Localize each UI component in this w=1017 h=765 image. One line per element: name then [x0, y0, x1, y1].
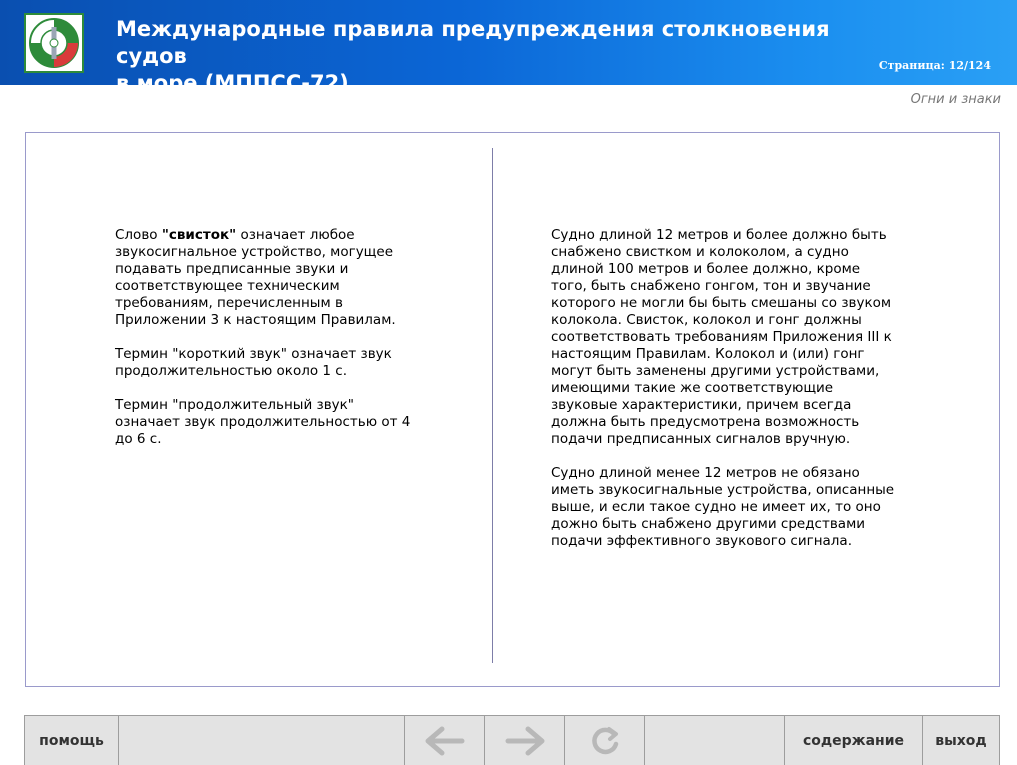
footer-toolbar: [24, 715, 1000, 765]
right-paragraph-1: Судно длиной 12 метров и более должно быть снабжено свистком и колоколом, а судно длиной 100 метров и более должно, кроме того, быть снабжено гонгом, тон и звучание которого не могли бы быть смешаны со звуком колокола. Свисток, колокол и гонг должны соответствовать требованиям Приложения III к настоящим Правилам. Колокол и (или) гонг могут быть заменены другими устройствами, имеющими такие же соответствующие звуковые характеристики, причем всегда должна быть предусмотрена возможность подачи предписанных сигналов вручную.: [551, 227, 892, 447]
help-button[interactable]: помощь: [25, 716, 119, 765]
next-button[interactable]: [485, 716, 565, 765]
right-column: [551, 227, 896, 567]
left-column: [115, 227, 415, 465]
column-divider: [492, 148, 493, 663]
exit-button[interactable]: выход: [935, 733, 987, 749]
refresh-icon: [587, 723, 623, 759]
page-indicator: Страница: 12/124: [878, 59, 991, 72]
prev-button[interactable]: [405, 716, 485, 765]
left-paragraph-3: Термин "продолжительный звук" означает звук продолжительностью от 4 до 6 с.: [115, 397, 411, 447]
section-name: Огни и знаки: [910, 92, 1001, 107]
arrow-right-icon: [504, 725, 546, 757]
text-fragment: означает любое звукосигнальное устройство, могущее подавать предписанные звуки и соответствующее техническим требованиям, перечисленным в Приложении 3 к настоящим Правилам.: [115, 227, 396, 328]
page-label: Страница:: [878, 59, 945, 72]
refresh-button[interactable]: [565, 716, 645, 765]
toolbar-spacer: [119, 716, 405, 765]
header-bar: [0, 0, 1017, 95]
left-paragraph-1: [115, 227, 415, 329]
arrow-left-icon: [424, 725, 466, 757]
title-line-1: Международные правила предупреждения столкновения судов: [116, 17, 830, 68]
term-whistle: "свисток": [161, 227, 237, 243]
right-paragraph-2: Судно длиной менее 12 метров не обязано иметь звукосигнальные устройства, описанные выше, и если такое судно не имеет их, то оно дожно быть снабжено другими средствами подачи эффективного звукового сигнала.: [551, 465, 895, 549]
content-frame: [25, 132, 1000, 687]
left-paragraph-2: Термин "короткий звук" означает звук продолжительностью около 1 с.: [115, 346, 392, 379]
page-title: [116, 16, 876, 97]
toolbar-spacer: [645, 716, 785, 765]
page-current: 12: [948, 59, 964, 72]
contents-button[interactable]: содержание: [785, 716, 923, 765]
emblem-logo-icon: [24, 13, 84, 73]
page-total: 124: [968, 59, 991, 72]
text-fragment: Слово: [115, 227, 162, 243]
title-line-2: в море (МППСС-72): [116, 71, 349, 95]
